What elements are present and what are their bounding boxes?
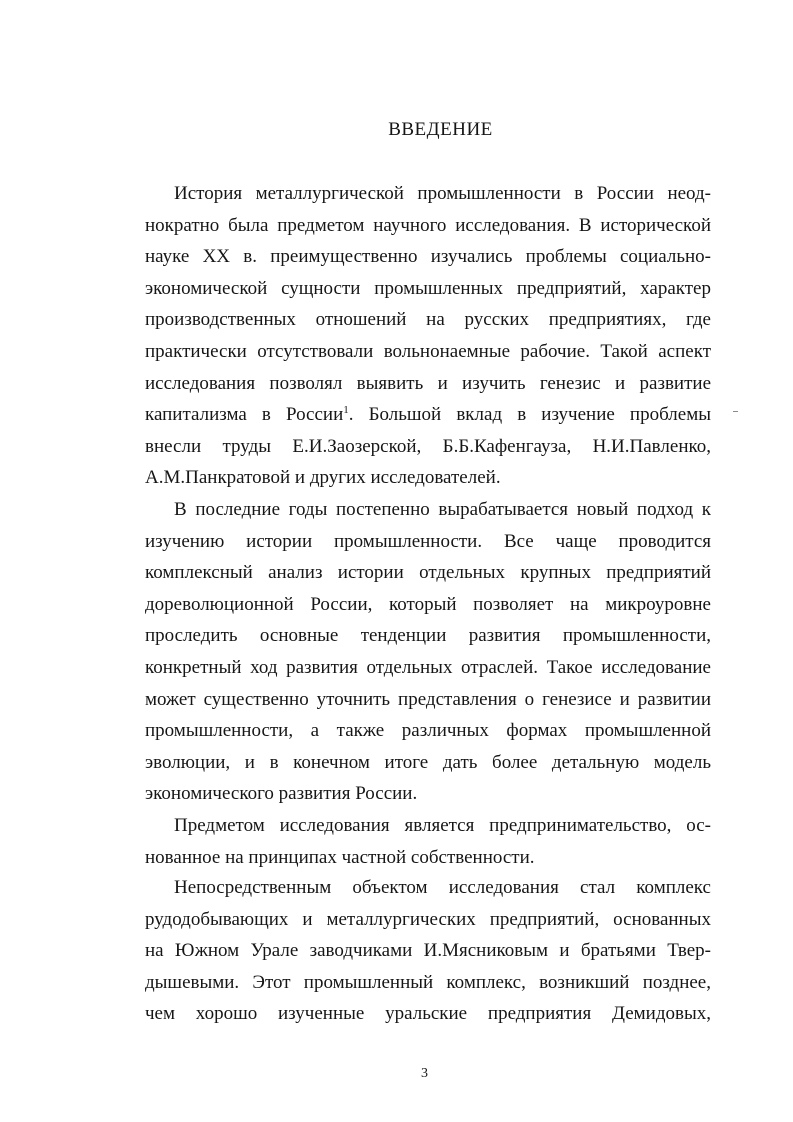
text-line: нократно была предметом научного исследования. В исторической <box>145 214 711 236</box>
text-line: проследить основные тенденции развития промышленности, <box>145 625 711 647</box>
text-fragment: . Большой вклад в изучение проблемы <box>348 404 711 426</box>
text-line: экономического развития России. <box>145 783 418 805</box>
text-line: практически отсутствовали вольнонаемные рабочие. Такой аспект <box>145 340 711 362</box>
text-line-with-footnote <box>145 399 711 431</box>
text-line: изучению истории промышленности. Все чаще проводится <box>145 530 711 552</box>
margin-mark <box>733 411 738 412</box>
text-line: экономической сущности промышленных предприятий, характер <box>145 277 711 299</box>
text-line: комплексный анализ истории отдельных крупных предприятий <box>145 562 711 584</box>
text-line: исследования позволял выявить и изучить генезис и развитие <box>145 372 711 394</box>
text-line: эволюции, и в конечном итоге дать более детальную модель <box>145 751 711 773</box>
paragraph-3 <box>145 810 711 873</box>
text-line: промышленности, а также различных формах промышленной <box>145 720 711 742</box>
text-line: дореволюционной России, который позволяет на микроуровне <box>145 593 711 615</box>
text-line: науке XX в. преимущественно изучались проблемы социально- <box>145 246 711 268</box>
text-fragment: капитализма в России <box>145 404 344 426</box>
page-title: ВВЕДЕНИЕ <box>388 119 493 140</box>
paragraph-1 <box>145 178 711 494</box>
text-line: А.М.Панкратовой и других исследователей. <box>145 467 501 489</box>
text-line: Непосредственным объектом исследования стал комплекс <box>174 877 711 898</box>
paragraph-2 <box>145 494 711 810</box>
page-number: 3 <box>421 1066 428 1081</box>
footnote-marker: 1 <box>343 404 349 417</box>
text-line: Предметом исследования является предпринимательство, ос- <box>174 815 711 836</box>
text-line: внесли труды Е.И.Заозерской, Б.Б.Кафенгауза, Н.И.Павленко, <box>145 435 711 457</box>
text-line: на Южном Урале заводчиками И.Мясниковым и братьями Твер- <box>145 940 711 962</box>
text-line: нованное на принципах частной собственности. <box>145 846 535 868</box>
text-line: конкретный ход развития отдельных отраслей. Такое исследование <box>145 656 711 678</box>
text-line: История металлургической промышленности в России неод- <box>174 183 711 204</box>
text-line: В последние годы постепенно вырабатывается новый подход к <box>174 499 711 520</box>
text-line: чем хорошо изученные уральские предприятия Демидовых, <box>145 1003 711 1025</box>
text-line: производственных отношений на русских предприятиях, где <box>145 309 711 331</box>
paragraph-4 <box>145 872 711 1030</box>
text-line: может существенно уточнить представления о генезисе и развитии <box>145 688 711 710</box>
text-line: рудодобывающих и металлургических предприятий, основанных <box>145 908 711 930</box>
text-line: дышевыми. Этот промышленный комплекс, возникший позднее, <box>145 971 711 993</box>
